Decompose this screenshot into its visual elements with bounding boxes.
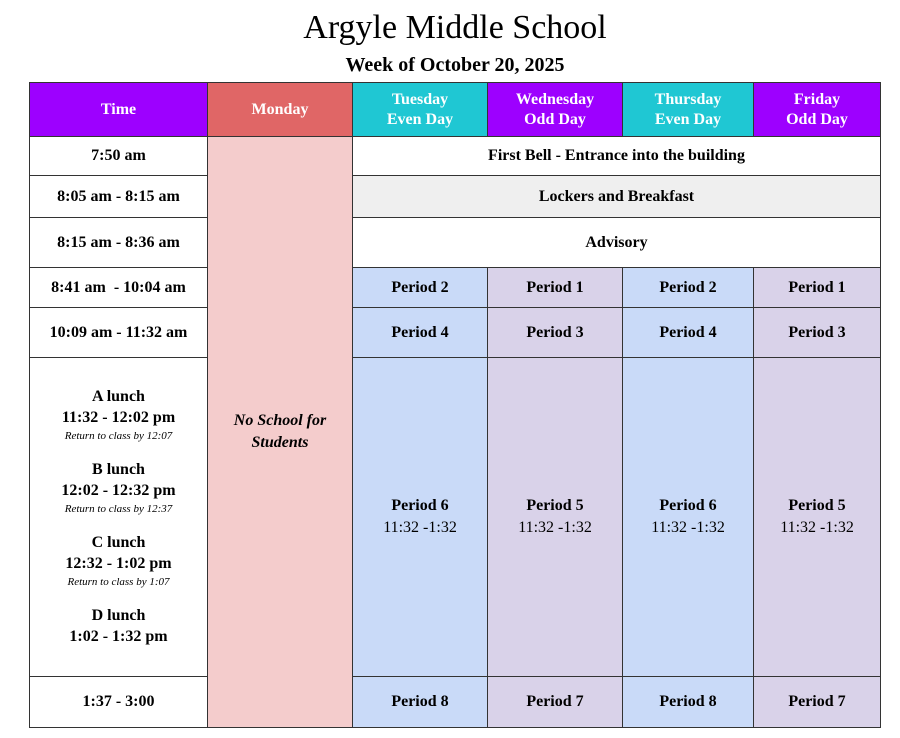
- header-tuesday: [353, 83, 488, 137]
- header-friday-type: Odd Day: [786, 110, 848, 128]
- lunch-return-note: Return to class by 1:07: [67, 575, 170, 588]
- header-wednesday-day: Wednesday: [515, 90, 595, 108]
- monday-note-line1: No School for: [233, 412, 327, 429]
- period-time: 11:32 -1:32: [780, 519, 854, 536]
- lunch-time: 12:32 - 1:02 pm: [65, 554, 172, 572]
- header-friday-day: Friday: [793, 90, 841, 108]
- header-thursday-type: Even Day: [654, 110, 722, 128]
- first-bell-cell: First Bell - Entrance into the building: [353, 137, 881, 176]
- table-row: [30, 677, 881, 728]
- header-wednesday: [488, 83, 623, 137]
- monday-note-line2: Students: [251, 434, 309, 451]
- period-cell-tue-last: Period 8: [353, 677, 488, 728]
- period-cell-thu-lunch: [623, 358, 754, 677]
- period-cell-tue-block1: Period 2: [353, 268, 488, 308]
- lunch-c: [30, 533, 207, 589]
- lunch-b: [30, 460, 207, 516]
- table-row: [30, 218, 881, 268]
- period-time: 11:32 -1:32: [518, 519, 592, 536]
- lunch-time: 1:02 - 1:32 pm: [69, 627, 168, 645]
- lunch-time: 12:02 - 12:32 pm: [61, 481, 176, 499]
- period-cell-fri-lunch: [754, 358, 881, 677]
- table-row: [30, 137, 881, 176]
- header-monday: Monday: [208, 83, 353, 137]
- header-tuesday-type: Even Day: [386, 110, 454, 128]
- lunch-return-note: Return to class by 12:07: [64, 429, 173, 442]
- period-cell-wed-block1: Period 1: [488, 268, 623, 308]
- period-label: Period 5: [526, 497, 584, 514]
- lunch-time: 11:32 - 12:02 pm: [61, 408, 176, 426]
- table-row: [30, 308, 881, 358]
- period-cell-tue-lunch: [353, 358, 488, 677]
- period-label: Period 6: [391, 497, 449, 514]
- period-cell-wed-last: Period 7: [488, 677, 623, 728]
- table-row: [30, 268, 881, 308]
- monday-no-school-cell: [208, 137, 353, 728]
- period-cell-wed-block2: Period 3: [488, 308, 623, 358]
- period-cell-thu-block2: Period 4: [623, 308, 754, 358]
- period-time: 11:32 -1:32: [651, 519, 725, 536]
- advisory-cell: Advisory: [353, 218, 881, 268]
- time-cell-block1: 8:41 am - 10:04 am: [30, 268, 208, 308]
- time-cell-lockers: 8:05 am - 8:15 am: [30, 176, 208, 218]
- header-row: [30, 83, 881, 137]
- period-cell-fri-block1: Period 1: [754, 268, 881, 308]
- lunch-name: D lunch: [91, 606, 146, 624]
- table-row: [30, 176, 881, 218]
- lunch-a: [30, 387, 207, 443]
- header-friday: [754, 83, 881, 137]
- lunch-d: [30, 606, 207, 648]
- lunch-schedule-cell: [30, 358, 208, 677]
- header-wednesday-type: Odd Day: [524, 110, 586, 128]
- period-cell-thu-last: Period 8: [623, 677, 754, 728]
- period-cell-fri-last: Period 7: [754, 677, 881, 728]
- period-cell-tue-block2: Period 4: [353, 308, 488, 358]
- period-label: Period 6: [659, 497, 717, 514]
- lunch-name: B lunch: [92, 460, 145, 478]
- header-time: Time: [30, 83, 208, 137]
- time-cell-block2: 10:09 am - 11:32 am: [30, 308, 208, 358]
- lunch-name: C lunch: [91, 533, 146, 551]
- header-tuesday-day: Tuesday: [391, 90, 449, 108]
- time-cell-last: 1:37 - 3:00: [30, 677, 208, 728]
- lunch-return-note: Return to class by 12:37: [64, 502, 173, 515]
- schedule-table: [29, 82, 881, 728]
- period-cell-fri-block2: Period 3: [754, 308, 881, 358]
- page-title: Argyle Middle School: [303, 9, 607, 46]
- period-cell-wed-lunch: [488, 358, 623, 677]
- week-subtitle: Week of October 20, 2025: [345, 54, 565, 76]
- lockers-breakfast-cell: Lockers and Breakfast: [353, 176, 881, 218]
- time-cell-first-bell: 7:50 am: [30, 137, 208, 176]
- period-time: 11:32 -1:32: [383, 519, 457, 536]
- period-cell-thu-block1: Period 2: [623, 268, 754, 308]
- period-label: Period 5: [788, 497, 846, 514]
- table-row: [30, 358, 881, 677]
- time-cell-advisory: 8:15 am - 8:36 am: [30, 218, 208, 268]
- header-thursday: [623, 83, 754, 137]
- lunch-name: A lunch: [92, 387, 145, 405]
- header-thursday-day: Thursday: [654, 90, 722, 108]
